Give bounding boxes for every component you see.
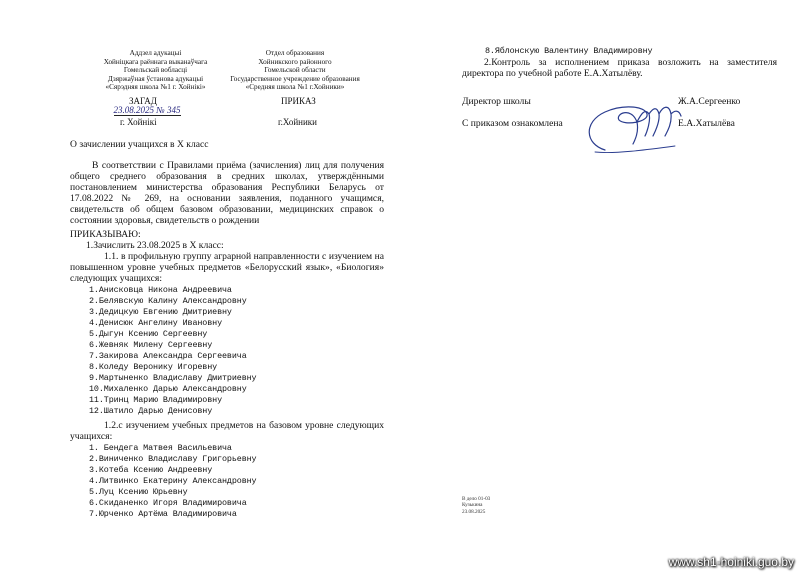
item-1-1: 1.1. в профильную группу аграрной направленности с изучением на повышенном уровне учебных предметов «Белорусский язык», «Биология» следующих учащихся:: [70, 251, 384, 284]
acquainted-name: Е.А.Хатылёва: [678, 118, 735, 129]
order-subject: О зачислении учащихся в Х класс: [70, 139, 209, 150]
list-item: 12.Шатило Дарью Денисовну: [89, 406, 213, 416]
director-title: Директор школы: [462, 96, 531, 107]
city-ru: г.Хойники: [278, 117, 317, 127]
list-item: 6.Скиданенко Игоря Владимировича: [89, 498, 247, 508]
list-item: 8.Коледу Веронику Игоревну: [89, 362, 218, 372]
list-item: 7.Юрченко Артёма Владимировича: [89, 509, 237, 519]
header-ru-line: Отдел образования: [265, 49, 325, 57]
list-item: 1.Анисковца Никона Андреевича: [89, 285, 232, 295]
header-belarusian: [78, 49, 233, 92]
file-note-line: 23.08.2025: [462, 508, 486, 515]
signature-image: [575, 92, 685, 162]
group2-continued: 8.Яблонскую Валентину Владимировну: [485, 46, 653, 56]
site-watermark: www.sh1-hoiniki.guo.by: [668, 555, 794, 569]
list-item: 4.Денисюк Ангелину Ивановну: [89, 318, 222, 328]
header-ru-line: Гомельской области: [264, 66, 326, 75]
group1-list: [89, 285, 256, 417]
director-name: Ж.А.Сергеенко: [678, 96, 741, 107]
list-item: 7.Закирова Александра Сергеевича: [89, 351, 247, 361]
acquainted-label: С приказом ознакомлена: [462, 118, 563, 129]
header-russian: [220, 49, 370, 92]
item-1-2: 1.2.с изучением учебных предметов на базовом уровне следующих учащихся:: [70, 420, 384, 442]
list-item: 3.Котеба Ксению Андреевну: [89, 465, 213, 475]
preamble: В соответствии с Правилами приёма (зачисления) лиц для получения общего среднего образования в средних школах, утверждёнными постановлением министерства образования Республики Беларусь от 17.08.2022 № 269, на основании заявления, поданного учащимся, свидетельств об общем базовом образовании, медицинских справок о состоянии здоровья, свидетельств о рождении: [70, 160, 384, 226]
item-1: 1.Зачислить 23.08.2025 в Х класс:: [86, 240, 224, 251]
list-item: 10.Михаленко Дарью Александровну: [89, 384, 247, 394]
list-item: 4.Литвинко Екатерину Александровну: [89, 476, 257, 486]
header-ru-line: Государственное учреждение образования: [230, 74, 360, 83]
list-item: 5.Дыгун Ксению Сергеевну: [89, 329, 208, 339]
header-by-line: Дзяржаўная ўстанова адукацыі: [107, 74, 204, 83]
orders-word: ПРИКАЗЫВАЮ:: [70, 229, 141, 240]
list-item: 1. Бендега Матвея Васильевича: [89, 443, 232, 453]
doc-type-by: ЗАГАД: [129, 96, 157, 106]
list-item: 5.Луц Ксению Юрьевну: [89, 487, 188, 497]
list-item: 2.Белявскую Калину Александровну: [89, 296, 247, 306]
doc-type-ru: ПРИКАЗ: [281, 96, 316, 106]
header-by-line: Гомельскай вобласці: [123, 66, 188, 75]
file-note-line: Кузькина: [462, 502, 483, 509]
file-note-line: В дело 01-03: [462, 496, 491, 502]
date-number-handwritten: 23.08.2025 № 345: [113, 105, 181, 115]
group2-list: [89, 443, 256, 520]
item-2: 2.Контроль за исполнением приказа возложить на заместителя директора по учебной работе Е.А.Хатылёву.: [462, 57, 777, 79]
header-by-line: Хойніцкага раённага выканаўчага: [103, 57, 208, 66]
file-note: [462, 496, 490, 515]
header-ru-line: «Средняя школа №1 г.Хойники»: [245, 83, 345, 92]
header-by-line: Аддзел адукацыі: [129, 49, 182, 57]
list-item: 9.Мартыненко Владиславу Дмитриевну: [89, 373, 257, 383]
header-by-line: «Сярэдняя школа №1 г. Хойнікі»: [105, 83, 206, 92]
city-by: г. Хойнікі: [120, 117, 157, 127]
list-item: 11.Тринц Марию Владимировну: [89, 395, 222, 405]
list-item: 2.Виниченко Владиславу Григорьевну: [89, 454, 257, 464]
list-item: 6.Жевняк Милену Сергеевну: [89, 340, 213, 350]
date-number-by: [92, 105, 202, 115]
header-ru-line: Хойникского районного: [258, 57, 332, 66]
list-item: 3.Дедицкую Евгению Дмитриевну: [89, 307, 232, 317]
